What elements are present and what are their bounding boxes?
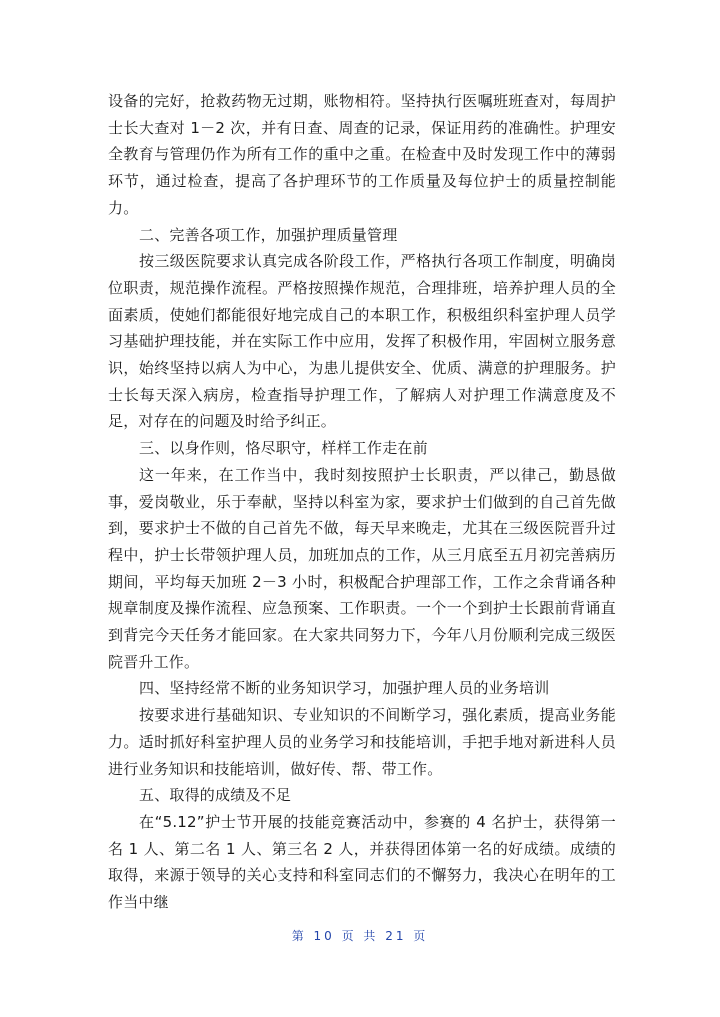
section-heading-4: 四、坚持经常不断的业务知识学习，加强护理人员的业务培训 [139, 679, 550, 698]
section-heading-5: 五、取得的成绩及不足 [139, 786, 292, 805]
paragraph-achievements: 在“5.12”护士节开展的技能竞赛活动中，参赛的 4 名护士，获得第一名 1 人、第二名 1 人、第三名 2 人，并获得团体第一名的好成绩。成绩的取得，来源于领导的关心支持和科室同志们的不懈努力，我决心在明年的工作当中继 [108, 812, 616, 912]
paragraph-body-continued: 设备的完好，抢救药物无过期，账物相符。坚持执行医嘱班班查对，每周护士长大查对 1－2 次，并有日查、周查的记录，保证用药的准确性。护理安全教育与管理仍作为所有工作的重中之重。在检查中及时发现工作中的薄弱环节，通过检查，提高了各护理环节的工作质量及每位护士的质量控制能力。 [108, 92, 616, 217]
section-heading-2: 二、完善各项工作，加强护理质量管理 [139, 225, 398, 244]
paragraph-training: 按要求进行基础知识、专业知识的不间断学习，强化素质，提高业务能力。适时抓好科室护理人员的业务学习和技能培训，手把手地对新进科人员进行业务知识和技能培训，做好传、帮、带工作。 [108, 706, 616, 778]
section-heading-3: 三、以身作则，恪尽职守，样样工作走在前 [139, 439, 428, 458]
document-page [108, 88, 616, 916]
paragraph-quality-management: 按三级医院要求认真完成各阶段工作，严格执行各项工作制度，明确岗位职责，规范操作流程。严格按照操作规范，合理排班，培养护理人员的全面素质，使她们都能很好地完成自己的本职工作，积极组织科室护理人员学习基础护理技能，并在实际工作中应用，发挥了积极作用，牢固树立服务意识，始终坚持以病人为中心，为患儿提供安全、优质、满意的护理服务。护士长每天深入病房，检查指导护理工作，了解病人对护理工作满意度及不足，对存在的问题及时给予纠正。 [108, 252, 616, 431]
paragraph-lead-by-example: 这一年来，在工作当中，我时刻按照护士长职责，严以律己，勤恳做事，爱岗敬业，乐于奉献，坚持以科室为家，要求护士们做到的自己首先做到，要求护士不做的自己首先不做，每天早来晚走，尤其在三级医院晋升过程中，护士长带领护理人员，加班加点的工作，从三月底至五月初完善病历期间，平均每天加班 2－3 小时，积极配合护理部工作，工作之余背诵各种规章制度及操作流程、应急预案、工作职责。一个一个到护士长跟前背诵直到背完今天任务才能回家。在大家共同努力下，今年八月份顺利完成三级医院晋升工作。 [108, 465, 616, 671]
page-number-footer: 第 10 页 共 21 页 [291, 929, 429, 943]
